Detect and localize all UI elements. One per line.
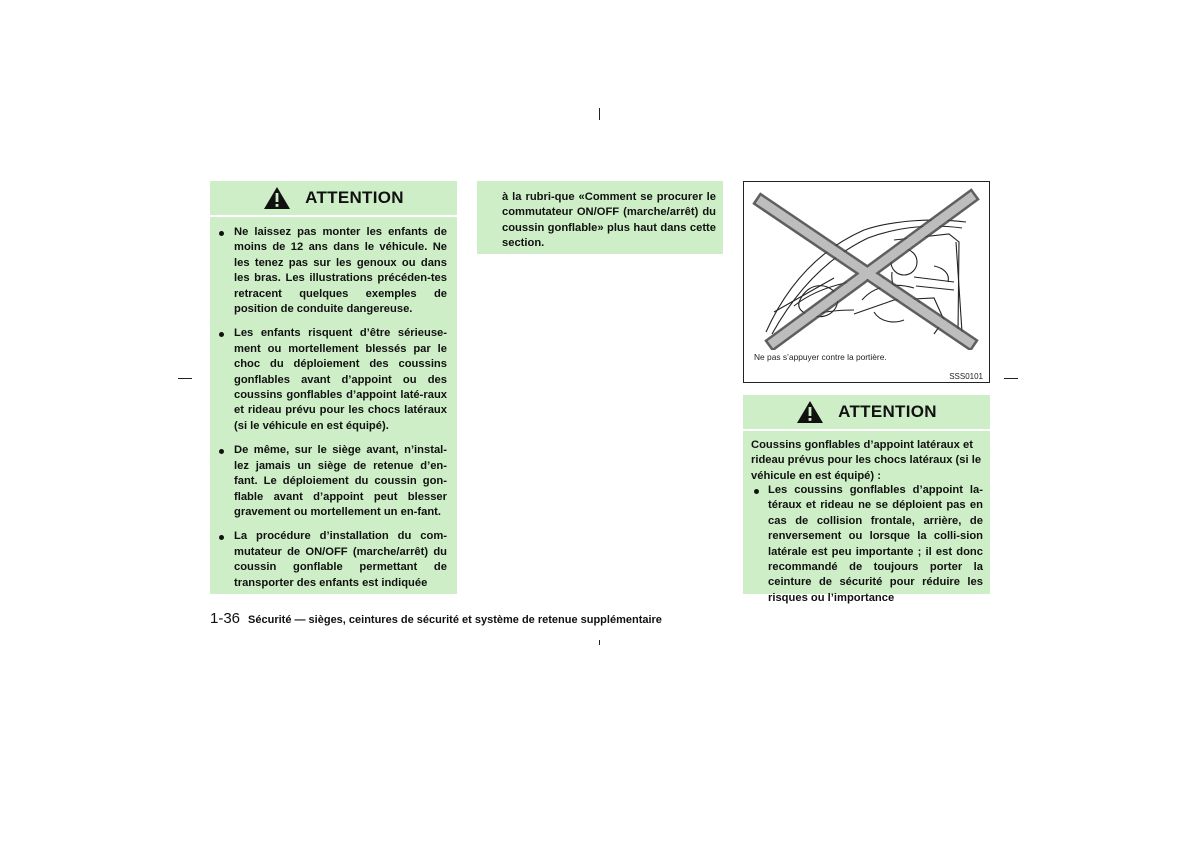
attention-list (743, 483, 983, 615)
attention-list (210, 225, 447, 600)
child-leaning-door-illustration (744, 182, 989, 350)
attention-header (743, 395, 990, 431)
figure-code: SSS0101 (949, 372, 983, 381)
bullet-icon (219, 535, 224, 540)
crop-mark-right (1004, 378, 1018, 379)
continuation-text: à la rubri-que «Comment se procurer le commutateur ON/OFF (marche/arrêt) du coussin gonflable» plus haut dans cette section. (502, 191, 716, 250)
list-item: La procédure d’installation du com-mutateur de ON/OFF (marche/arrêt) du coussin gonflable permettant de transporter des enfants est indiquée (210, 529, 447, 591)
bullet-icon (219, 231, 224, 236)
list-item: De même, sur le siège avant, n’instal-lez jamais un siège de retenue d’en-fant. Le déploiement du coussin gon-flable avant d’appoint peut blesser gravement ou mortellement un en-fant. (210, 443, 447, 520)
attention-box-continuation (477, 181, 723, 254)
attention-header (210, 181, 457, 217)
warning-triangle-icon (796, 400, 824, 424)
list-item: Les coussins gonflables d’appoint la-téraux et rideau ne se déploient pas en cas de collision frontale, arrière, de renversement ou lorsque la colli-sion latérale est peu importante ; il est donc recommandé de toujours porter la ceinture de sécurité pour réduire les risques ou l’importance (743, 483, 983, 606)
attention-title: ATTENTION (838, 402, 937, 421)
page-number: 1-36 (210, 610, 241, 627)
page-footer (210, 610, 662, 627)
list-item: Les enfants risquent d’être sérieuse-ment ou mortellement blessés par le choc du déploiement des coussins gonflables avant d’appoint ou des coussins gonflables d’appoint laté-raux et rideau prévu pour les chocs latéraux (si le véhicule en est équipé). (210, 326, 447, 434)
crop-mark-top (599, 108, 600, 120)
illustration-figure (743, 181, 990, 383)
attention-box-left (210, 181, 457, 594)
chapter-title: Sécurité — sièges, ceintures de sécurité et système de retenue supplémentaire (248, 614, 662, 626)
bullet-icon (219, 332, 224, 337)
attention-title: ATTENTION (305, 188, 404, 207)
list-item: Ne laissez pas monter les enfants de moins de 12 ans dans le véhicule. Ne les tenez pas sur les genoux ou dans les bras. Les illustrations précéden-tes retracent quelques exemples de position de conduite dangereuse. (210, 225, 447, 317)
figure-caption: Ne pas s’appuyer contre la portière. (754, 352, 887, 362)
bullet-icon (219, 449, 224, 454)
bullet-icon (754, 489, 759, 494)
crop-mark-left (178, 378, 192, 379)
attention-box-right (743, 395, 990, 604)
crop-mark-bottom (599, 640, 600, 645)
attention-intro: Coussins gonflables d’appoint latéraux et rideau prévus pour les chocs latéraux (si le véhicule en est équipé) : (751, 439, 982, 482)
warning-triangle-icon (263, 186, 291, 210)
